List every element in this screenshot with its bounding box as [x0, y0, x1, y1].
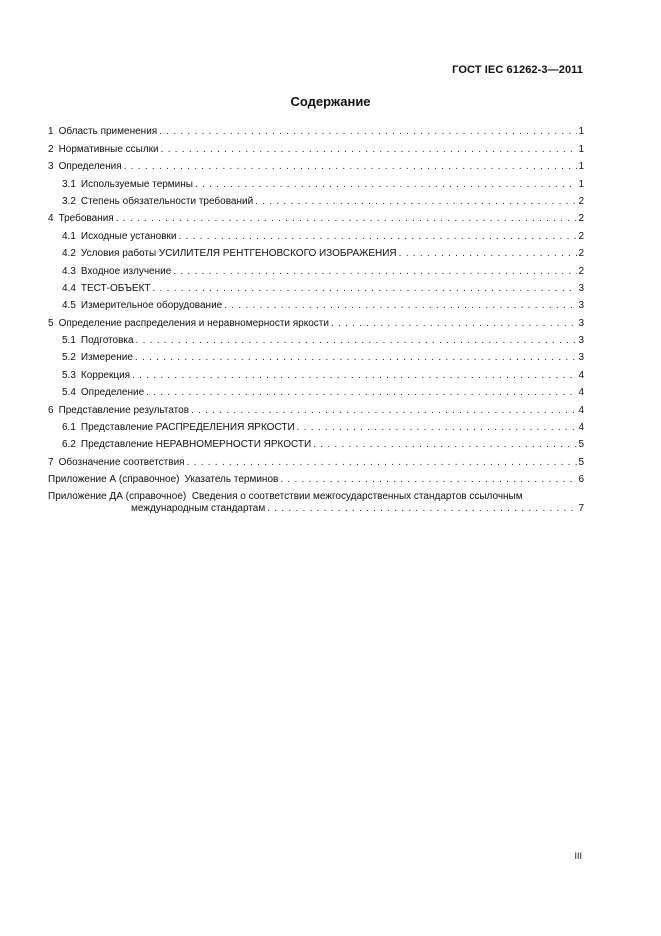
toc-entry-number: 3.2 — [62, 195, 76, 207]
toc-subentry[interactable] — [48, 417, 584, 434]
toc-entry-text: Представление РАСПРЕДЕЛЕНИЯ ЯРКОСТИ — [80, 422, 295, 434]
toc-entry-text: Подготовка — [80, 335, 134, 347]
toc-subentry[interactable] — [48, 173, 584, 190]
toc-entry-text: ТЕСТ-ОБЪЕКТ — [80, 282, 151, 294]
toc-leader-dots — [159, 126, 577, 138]
toc-entry-number: 4.1 — [62, 230, 76, 242]
toc-entry-text: Область применения — [58, 126, 158, 138]
toc-entry[interactable] — [48, 121, 584, 138]
toc-entry[interactable] — [48, 312, 584, 329]
toc-leader-dots — [280, 474, 577, 486]
toc-subentry[interactable] — [48, 225, 584, 242]
toc-leader-dots — [187, 457, 577, 469]
page-title: Содержание — [290, 94, 371, 109]
toc-subentry[interactable] — [48, 364, 584, 381]
toc-leader-dots — [116, 213, 577, 225]
toc-entry[interactable] — [48, 399, 584, 416]
toc-entry-text: Используемые термины — [80, 178, 193, 190]
toc-entry-text: Нормативные ссылки — [58, 143, 159, 155]
table-of-contents — [48, 121, 584, 515]
toc-entry-text: Обозначение соответствия — [58, 456, 185, 468]
toc-entry-text: Исходные установки — [80, 230, 177, 242]
toc-entry-number: 3 — [48, 161, 54, 173]
toc-entry-text: Определение — [80, 387, 145, 399]
toc-entry-text: Условия работы УСИЛИТЕЛЯ РЕНТГЕНОВСКОГО ИЗОБРАЖЕНИЯ — [80, 248, 397, 260]
appendix-da-text-line1: Сведения о соответствии межгосударственных стандартов ссылочным — [191, 491, 523, 503]
toc-entry[interactable] — [48, 156, 584, 173]
toc-entry-number: 5.2 — [62, 352, 76, 364]
toc-entry-page: 3 — [578, 335, 584, 347]
toc-entry-number: 6.1 — [62, 422, 76, 434]
toc-leader-dots — [153, 283, 577, 295]
toc-entry-number: 2 — [48, 143, 54, 155]
toc-leader-dots — [267, 503, 577, 515]
toc-subentry[interactable] — [48, 191, 584, 208]
toc-entry-number: 7 — [48, 456, 54, 468]
toc-entry-text: Определения — [58, 161, 122, 173]
toc-entry-page: 6 — [578, 474, 584, 486]
toc-entry-page: 2 — [578, 230, 584, 242]
toc-subentry[interactable] — [48, 330, 584, 347]
toc-entry-appendix-da[interactable] — [48, 491, 584, 515]
appendix-da-line2 — [48, 503, 584, 515]
toc-entry-number: 5.3 — [62, 369, 76, 381]
appendix-da-text-line2: международным стандартам — [131, 503, 266, 515]
toc-entry-number: 4.2 — [62, 248, 76, 260]
toc-entry-number: 4 — [48, 213, 54, 225]
toc-subentry[interactable] — [48, 347, 584, 364]
toc-entry-page: 4 — [578, 387, 584, 399]
toc-entry-number: Приложение А (справочное) — [48, 474, 180, 486]
toc-entry-text: Входное излучение — [80, 265, 172, 277]
toc-entry-text: Степень обязательности требований — [80, 195, 254, 207]
toc-entry-number: 4.4 — [62, 282, 76, 294]
toc-entry-text: Измерение — [80, 352, 133, 364]
toc-entry-page: 5 — [578, 439, 584, 451]
toc-entry-page: 2 — [578, 265, 584, 277]
toc-entry-page: 2 — [578, 213, 584, 225]
toc-leader-dots — [178, 231, 577, 243]
toc-leader-dots — [161, 144, 577, 156]
toc-subentry[interactable] — [48, 243, 584, 260]
toc-entry[interactable] — [48, 138, 584, 155]
toc-entry-text: Измерительное оборудование — [80, 300, 223, 312]
toc-leader-dots — [224, 300, 577, 312]
toc-subentry[interactable] — [48, 260, 584, 277]
toc-entry-page: 3 — [578, 352, 584, 364]
toc-entry[interactable] — [48, 208, 584, 225]
toc-subentry[interactable] — [48, 295, 584, 312]
toc-entry[interactable] — [48, 451, 584, 468]
toc-entry-number: 3.1 — [62, 178, 76, 190]
toc-leader-dots — [124, 161, 577, 173]
toc-entry-text: Коррекция — [80, 369, 131, 381]
toc-entry-page: 4 — [578, 404, 584, 416]
toc-entry-page: 1 — [578, 126, 584, 138]
toc-leader-dots — [191, 405, 577, 417]
toc-entry-text: Представление результатов — [58, 404, 190, 416]
page-number: III — [574, 851, 582, 861]
standard-code: ГОСТ IEC 61262-3—2011 — [452, 64, 583, 76]
toc-entry-text: Представление НЕРАВНОМЕРНОСТИ ЯРКОСТИ — [80, 439, 312, 451]
toc-leader-dots — [132, 370, 577, 382]
toc-leader-dots — [297, 422, 577, 434]
toc-entry-text: Требования — [58, 213, 114, 225]
toc-entry-text: Указатель терминов — [184, 474, 279, 486]
toc-entry-number: 4.3 — [62, 265, 76, 277]
toc-leader-dots — [146, 387, 577, 399]
appendix-da-line1 — [48, 491, 584, 503]
toc-entry-page: 4 — [578, 422, 584, 434]
toc-leader-dots — [399, 248, 577, 260]
appendix-da-label: Приложение ДА (справочное) — [48, 491, 187, 503]
toc-entry-page: 2 — [578, 195, 584, 207]
toc-leader-dots — [313, 439, 577, 451]
toc-entry-page: 3 — [578, 317, 584, 329]
toc-entry-number: 6.2 — [62, 439, 76, 451]
toc-leader-dots — [173, 266, 577, 278]
toc-subentry[interactable] — [48, 434, 584, 451]
toc-entry-page: 1 — [578, 143, 584, 155]
toc-entry-page: 4 — [578, 369, 584, 381]
toc-entry-text: Определение распределения и неравномерности яркости — [58, 317, 329, 329]
toc-entry-page: 3 — [578, 300, 584, 312]
toc-entry-page: 7 — [578, 503, 584, 515]
toc-leader-dots — [195, 179, 577, 191]
toc-leader-dots — [331, 318, 577, 330]
toc-entry-page: 1 — [578, 178, 584, 190]
toc-entry-number: 1 — [48, 126, 54, 138]
toc-entry-page: 1 — [578, 161, 584, 173]
toc-entry-page: 5 — [578, 456, 584, 468]
toc-entry-number: 6 — [48, 404, 54, 416]
toc-entry-number: 4.5 — [62, 300, 76, 312]
toc-entry-appendix-a[interactable] — [48, 469, 584, 486]
toc-leader-dots — [255, 196, 577, 208]
toc-leader-dots — [135, 352, 577, 364]
toc-entry-page: 2 — [578, 248, 584, 260]
toc-entry-number: 5.4 — [62, 387, 76, 399]
toc-subentry[interactable] — [48, 278, 584, 295]
toc-entry-number: 5 — [48, 317, 54, 329]
toc-leader-dots — [136, 335, 577, 347]
toc-entry-page: 3 — [578, 282, 584, 294]
toc-subentry[interactable] — [48, 382, 584, 399]
toc-entry-number: 5.1 — [62, 335, 76, 347]
